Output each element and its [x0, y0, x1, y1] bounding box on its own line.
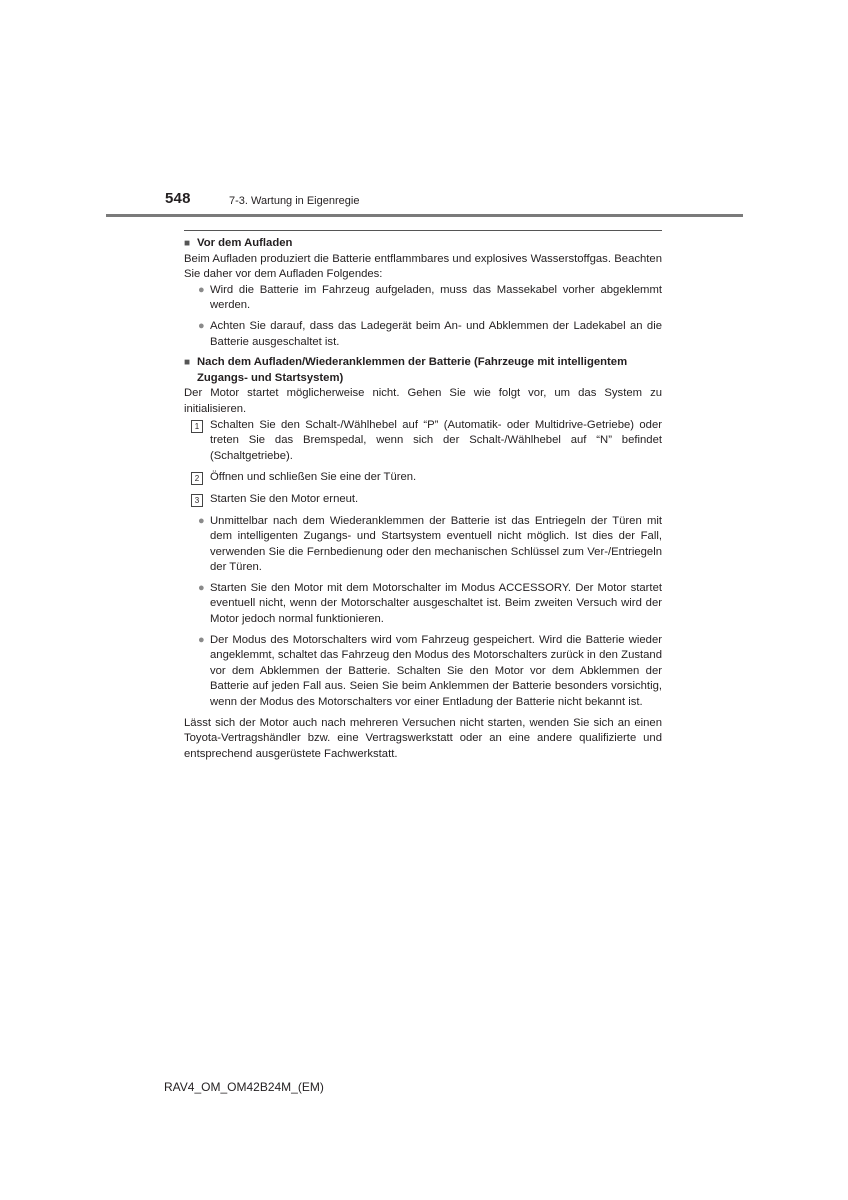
list-item-text: Starten Sie den Motor mit dem Motorschalter im Modus ACCESSORY. Der Motor startet eventuell nicht, wenn der Motorschalter ausgeschaltet ist. Beim zweiten Versuch wird der Motor jedoch normal funktionieren.: [210, 581, 662, 626]
list-item: [198, 514, 662, 576]
list-item: [198, 633, 662, 711]
paragraph: Beim Aufladen produziert die Batterie entflammbares und explosives Wasserstoffgas. Beachten Sie daher vor dem Aufladen Folgendes:: [184, 252, 662, 281]
section-title: 7-3. Wartung in Eigenregie: [229, 195, 360, 207]
list-item: [198, 319, 662, 350]
step-number-box: 2: [191, 472, 203, 485]
heading-text: Nach dem Aufladen/Wiederanklemmen der Batterie (Fahrzeuge mit intelligentem Zugangs- und Startsystem): [197, 356, 628, 384]
list-item-text: Wird die Batterie im Fahrzeug aufgeladen, muss das Massekabel vorher abgeklemmt werden.: [210, 283, 662, 312]
circle-bullet-icon: ●: [198, 514, 205, 527]
step-item: [191, 470, 662, 486]
page-number: 548: [165, 190, 191, 207]
paragraph: Der Motor startet möglicherweise nicht. Gehen Sie wie folgt vor, um das System zu initialisieren.: [184, 387, 662, 415]
step-text: Starten Sie den Motor erneut.: [210, 492, 359, 505]
circle-bullet-icon: ●: [198, 319, 205, 332]
heading-before-charging: [184, 236, 662, 252]
main-content: [184, 236, 662, 762]
step-item: [191, 418, 662, 465]
step-item: [191, 492, 662, 508]
heading-text: Vor dem Aufladen: [197, 237, 293, 249]
heading-after-charging: [184, 355, 662, 386]
list-item: [198, 283, 662, 314]
list-item: [198, 581, 662, 628]
square-bullet-icon: ■: [184, 357, 191, 369]
step-number-box: 1: [191, 420, 203, 433]
content-top-rule: [184, 230, 662, 231]
step-number-box: 3: [191, 494, 203, 507]
circle-bullet-icon: ●: [198, 581, 205, 594]
circle-bullet-icon: ●: [198, 633, 205, 646]
list-item-text: Unmittelbar nach dem Wiederanklemmen der Batterie ist das Entriegeln der Türen mit dem intelligenten Zugangs- und Startsystem eventuell nicht möglich. Ist dies der Fall, verwenden Sie die Fernbedienung oder den mechanischen Schlüssel zum Ver-/Entriegeln der Türen.: [210, 514, 662, 574]
list-item-text: Achten Sie darauf, dass das Ladegerät beim An- und Abklemmen der Ladekabel an die Batterie ausgeschaltet ist.: [210, 319, 662, 348]
step-text: Öffnen und schließen Sie eine der Türen.: [210, 471, 417, 484]
footer-document-code: RAV4_OM_OM42B24M_(EM): [164, 1080, 324, 1094]
list-item-text: Der Modus des Motorschalters wird vom Fahrzeug gespeichert. Wird die Batterie wieder angeklemmt, schaltet das Fahrzeug den Modus des Motorschalters zurück in den Zustand vor dem Abklemmen der Batterie. Schalten Sie den Motor vor dem Abklemmen der Batterie auf jeden Fall aus. Seien Sie beim Anklemmen der Batterie besonders vorsichtig, wenn der Modus des Motorschalters vor einer Entladung der Batterie nicht bekannt ist.: [210, 633, 662, 709]
square-bullet-icon: ■: [184, 238, 191, 249]
closing-paragraph: Lässt sich der Motor auch nach mehreren Versuchen nicht starten, wenden Sie sich an einen Toyota-Vertragshändler bzw. eine Vertragswerkstatt oder an eine andere qualifizierte und entsprechend ausgerüstete Fachwerkstatt.: [184, 716, 662, 760]
step-text: Schalten Sie den Schalt-/Wählhebel auf “P” (Automatik- oder Multidrive-Getriebe) oder treten Sie das Bremspedal, wenn sich der Schalt-/Wählhebel auf “N” befindet (Schaltgetriebe).: [210, 418, 662, 462]
circle-bullet-icon: ●: [198, 283, 205, 296]
header-rule: [106, 214, 743, 217]
